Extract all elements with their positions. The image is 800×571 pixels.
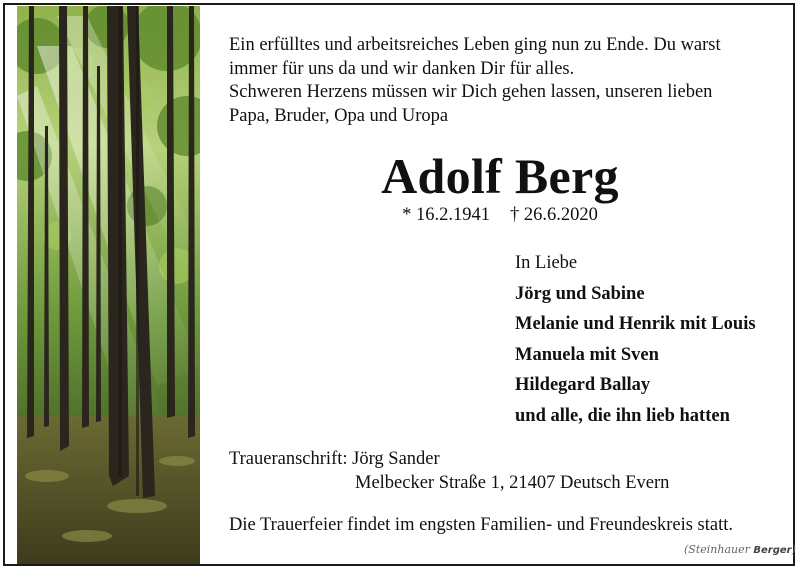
deceased-name: Adolf Berg xyxy=(381,148,619,204)
mourning-address xyxy=(229,448,769,495)
funeral-service-note: Die Trauerfeier findet im engsten Familien- und Freundeskreis statt. xyxy=(229,515,734,535)
birth-date: * 16.2.1941 xyxy=(402,205,490,225)
mourners-list xyxy=(515,248,795,432)
intro-line: Ein erfülltes und arbeitsreiches Leben ging nun zu Ende. Du warst xyxy=(229,35,721,55)
mourner-item: Melanie und Henrik mit Louis xyxy=(515,314,756,335)
life-dates xyxy=(380,203,620,227)
agency-close: ) xyxy=(791,543,796,556)
agency-signature xyxy=(684,543,794,561)
agency-open: ( xyxy=(684,543,689,556)
mourner-item: Hildegard Ballay xyxy=(515,375,651,396)
intro-paragraph xyxy=(229,34,769,128)
intro-line: immer für uns da und wir danken Dir für alles. xyxy=(229,58,575,79)
mourners-lead: In Liebe xyxy=(515,253,578,273)
intro-line: Schweren Herzens müssen wir Dich gehen lassen, unseren lieben xyxy=(229,82,713,102)
mourner-item: und alle, die ihn lieb hatten xyxy=(515,405,730,426)
mourner-item: Jörg und Sabine xyxy=(515,283,645,304)
address-street-line: Melbecker Straße 1, 21407 Deutsch Evern xyxy=(355,472,670,493)
death-date: † 26.6.2020 xyxy=(510,205,598,225)
intro-line: Papa, Bruder, Opa und Uropa xyxy=(229,105,449,126)
agency-script: Steinhauer xyxy=(688,543,750,556)
address-label-line: Traueranschrift: Jörg Sander xyxy=(229,449,440,469)
agency-bold: Berger xyxy=(753,545,792,556)
mourner-item: Manuela mit Sven xyxy=(515,344,659,365)
